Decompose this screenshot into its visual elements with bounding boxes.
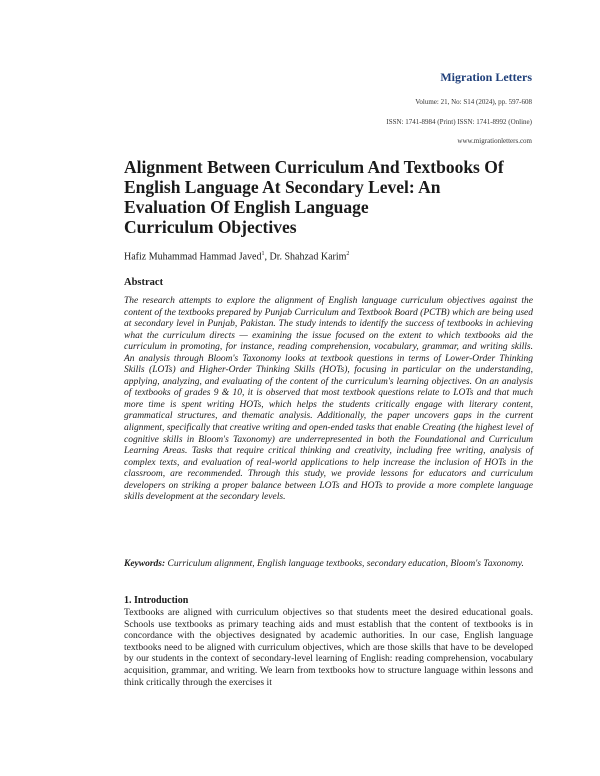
abstract-heading: Abstract (124, 277, 164, 288)
abstract-text: The research attempts to explore the alignment of English language curriculum objectives against the content of the textbooks prepared by Punjab Curriculum and Textbook Board (PCTB) which are being used at secondary level in Punjab, Pakistan. The study intends to identify the success of textbooks in achieving what the curriculum directs — examining the issue focused on the extent to which textbooks aid the curriculum in promoting, for instance, reading comprehension, vocabulary, grammar, and writing skills. An analysis through Bloom's Taxonomy looks at textbook questions in terms of Lower-Order Thinking Skills (LOTs) and Higher-Order Thinking Skills (HOTs), focusing in particular on the understanding, applying, analyzing, and evaluating of the content of the curriculum's learning objectives. On an analysis of textbooks of grades 9 & 10, it is observed that most textbook questions relate to LOTs and that much more time is spent writing HOTs, which helps the students critically engage with literary content, grammatical structures, and thematic analysis. Additionally, the paper uncovers gaps in the current alignment, specifically that creative writing and open-ended tasks that enable Creating (the highest level of cognitive skills in Bloom's Taxonomy) are underrepresented in both the Foundational and Curriculum Learning Areas. Tasks that require critical thinking and creativity, including free writing, analysis of complex texts, and evaluation of real-world applications to help increase the inclusion of HOTs in the classroom, are recommended. Through this study, we provide lessons for educators and curriculum developers on striking a proper balance between LOTs and HOTs to provide a more complete language skills development at the secondary levels. (124, 296, 533, 503)
introduction-text: Textbooks are aligned with curriculum objectives so that students meet the desired educational goals. Schools use textbooks as primary teaching aids and must establish that the content of textbooks is in concordance with the objectives designated by academic authorities. In our case, English language textbooks need to be aligned with curriculum objectives, which are those skills that have to be developed by our students in the context of secondary-level learning of English: reading comprehension, vocabulary acquisition, grammar, and writing. We learn from textbooks how to structure language within lessons and think critically through the exercises it (124, 607, 533, 688)
author-name: Dr. Shahzad Karim (269, 251, 347, 263)
author-affiliation-mark: 1 (261, 251, 265, 257)
author-name: Hafiz Muhammad Hammad Javed (124, 251, 262, 263)
author-affiliation-mark: 2 (346, 251, 350, 257)
journal-website: www.migrationletters.com (457, 137, 532, 145)
keywords (124, 558, 533, 570)
keywords-text: Curriculum alignment, English language textbooks, secondary education, Bloom's Taxonomy. (165, 559, 524, 569)
author-list (124, 251, 349, 262)
keywords-label: Keywords: (124, 559, 166, 569)
issn-line: ISSN: 1741-8984 (Print) ISSN: 1741-8992 (Online) (386, 118, 532, 126)
journal-name: Migration Letters (440, 70, 532, 84)
title-line: English Language At Secondary Level: An (124, 177, 441, 197)
author-separator: , (264, 251, 270, 263)
title-line: Curriculum Objectives (124, 217, 297, 237)
section-heading: 1. Introduction (124, 595, 189, 606)
article-title (124, 157, 544, 237)
title-line: Evaluation Of English Language (124, 197, 369, 217)
volume-line: Volume: 21, No: S14 (2024), pp. 597-608 (415, 98, 532, 106)
title-line: Alignment Between Curriculum And Textbooks Of (124, 157, 504, 177)
